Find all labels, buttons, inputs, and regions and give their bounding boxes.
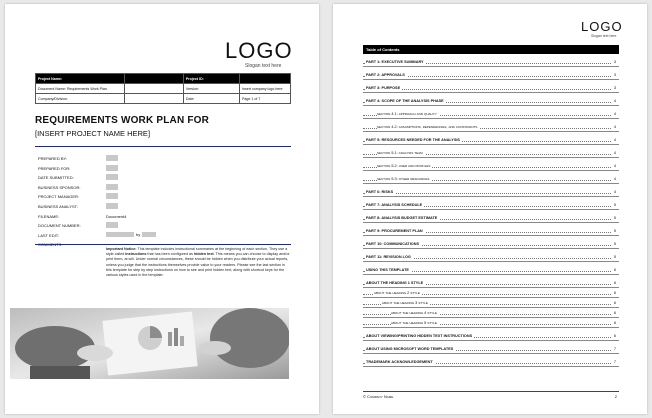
toc-entry-page: 5	[613, 229, 616, 233]
info-table-cell: Date:	[183, 94, 239, 104]
toc-entry[interactable]	[363, 262, 619, 275]
toc-entry-page: 7	[613, 347, 616, 351]
document-page-2	[333, 4, 647, 414]
toc-entry[interactable]	[363, 223, 619, 236]
notice-bold: Important Notice:	[106, 247, 137, 251]
toc-title: Table of Contents	[363, 45, 619, 54]
toc-entry-label: section 5.3: other resources	[377, 177, 430, 181]
document-title: REQUIREMENTS WORK PLAN FOR	[35, 115, 210, 126]
toc-entry-label: ABOUT THE HEADING 1 STYLE	[366, 281, 424, 285]
field-label: DATE SUBMITTED:	[38, 175, 74, 181]
document-fields	[38, 155, 288, 251]
toc-entry-page: 4	[613, 151, 616, 155]
field-row	[38, 155, 288, 165]
toc-entry-page: 6	[613, 334, 616, 338]
info-table-row	[36, 94, 291, 104]
field-row	[38, 203, 288, 213]
field-row	[38, 165, 288, 175]
toc-entry-page: 4	[613, 190, 616, 194]
toc-entry[interactable]	[363, 67, 619, 80]
info-table-cell: Document Name: Requirements Work Plan	[36, 84, 125, 94]
info-table-row	[36, 84, 291, 94]
notice-text: This template includes instructional summaries at the beginning of each section. They use a style called	[106, 247, 288, 257]
toc-entry-page: 5	[613, 255, 616, 259]
toc-entry-page: 6	[613, 311, 616, 315]
info-table-cell: Insert company logo here	[239, 84, 290, 94]
toc-entry[interactable]	[363, 145, 619, 158]
logo-text: LOGO	[581, 19, 623, 34]
info-table-cell	[239, 74, 290, 84]
field-value-placeholder[interactable]	[106, 165, 118, 171]
footer-company: © Company Name	[363, 394, 394, 399]
field-label: PREPARED BY:	[38, 156, 68, 161]
document-page-1	[5, 4, 319, 414]
toc-entry[interactable]	[363, 106, 619, 119]
info-table-cell: Project Name:	[36, 74, 125, 84]
toc-entry-label: TRADEMARK ACKNOWLEDGEMENT	[366, 360, 433, 364]
toc-entry-page: 6	[613, 268, 616, 272]
toc-entry-page: 5	[613, 203, 616, 207]
toc-entry-label: PART 9: PROCUREMENT PLAN	[366, 229, 423, 233]
toc-entry[interactable]	[363, 158, 619, 171]
toc-entry[interactable]	[363, 132, 619, 145]
toc-entry-label: PART 7: ANALYSIS SCHEDULE	[366, 203, 423, 207]
field-value-text: by	[136, 231, 141, 237]
important-notice	[106, 247, 290, 278]
toc-entry[interactable]	[363, 298, 619, 308]
field-value-placeholder[interactable]	[106, 184, 118, 190]
page-number: 2	[614, 394, 617, 399]
toc-entry[interactable]	[363, 210, 619, 223]
toc-entry-page: 4	[613, 112, 616, 116]
toc-entry-label: about the heading 5 style	[391, 321, 437, 325]
toc-entry-page: 6	[613, 301, 616, 305]
field-value-placeholder[interactable]	[106, 203, 118, 209]
toc-entry-label: PART 3: PURPOSE	[366, 86, 401, 90]
toc-entry-label: PART 11: REVISION LOG	[366, 255, 411, 259]
logo	[225, 40, 293, 69]
toc-entry-page: 4	[613, 138, 616, 142]
field-row	[38, 222, 288, 232]
project-info-table	[35, 73, 291, 104]
business-meeting-photo	[10, 308, 289, 379]
info-table-cell: Company/Division:	[36, 94, 125, 104]
toc-entry[interactable]	[363, 341, 619, 354]
field-label: LAST EDIT:	[38, 232, 59, 238]
toc-entry[interactable]	[363, 171, 619, 184]
field-label: BUSINESS ANALYST:	[38, 203, 78, 209]
toc-entry-page: 7	[613, 360, 616, 364]
toc-entry[interactable]	[363, 93, 619, 106]
toc-entry-page: 6	[613, 321, 616, 325]
toc-entry[interactable]	[363, 249, 619, 262]
info-table-cell: Version:	[183, 84, 239, 94]
toc-entry-page: 4	[613, 164, 616, 168]
toc-entry-page: 3	[613, 60, 616, 64]
toc-entry[interactable]	[363, 354, 619, 367]
info-table-cell: Page 1 of 7	[239, 94, 290, 104]
slogan: Slogan text here	[591, 34, 617, 38]
field-label: BUSINESS SPONSOR:	[38, 184, 81, 190]
table-of-contents	[363, 54, 619, 367]
field-value-placeholder[interactable]	[106, 193, 118, 199]
field-value[interactable]	[106, 232, 156, 237]
toc-entry[interactable]	[363, 308, 619, 318]
field-row	[38, 232, 288, 242]
fields-divider	[35, 244, 291, 245]
notice-text-3: . This means you can choose to display and/or print them, at will. Under normal circumstances, these should be hidden when you distribute your actual reports, unless you judge that the instructions themselves provide value to your readers. Please see the last section in this template for step by step instructions on how to see and print hidden text, along with shortcut keys for the various styles used in the template.	[106, 252, 290, 278]
toc-entry[interactable]	[363, 80, 619, 93]
field-row	[38, 174, 288, 184]
info-table-row	[36, 74, 291, 84]
toc-entry-page: 4	[613, 125, 616, 129]
toc-entry-label: USING THIS TEMPLATE	[366, 268, 409, 272]
toc-entry-label: PART 6: RISKS	[366, 190, 394, 194]
toc-entry-label: section 4.1: approach and quality	[377, 112, 437, 116]
toc-entry-label: PART 8: ANALYSIS BUDGET ESTIMATE	[366, 216, 438, 220]
toc-entry-label: about the heading 3 style	[382, 301, 428, 305]
toc-entry[interactable]	[363, 318, 619, 328]
field-value-placeholder[interactable]	[106, 155, 118, 161]
notice-bold-2: instructions	[125, 252, 147, 257]
toc-entry-label: PART 10: COMMUNICATIONS	[366, 242, 420, 246]
toc-entry-label: section 5.2: user and profiles	[377, 164, 431, 168]
toc-entry[interactable]	[363, 328, 619, 341]
field-label: FILENAME:	[38, 213, 60, 219]
toc-entry[interactable]	[363, 184, 619, 197]
toc-entry-page: 5	[613, 216, 616, 220]
toc-entry-label: ABOUT VIEWING/PRINTING HIDDEN TEXT INSTRUCTIONS	[366, 334, 473, 338]
notice-bold-3: hidden text	[193, 252, 214, 257]
field-value[interactable]: Document4	[106, 213, 127, 219]
toc-entry[interactable]	[363, 236, 619, 249]
field-label: PROJECT MANAGER:	[38, 194, 80, 200]
toc-entry-page: 6	[613, 281, 616, 285]
toc-entry-page: 5	[613, 242, 616, 246]
toc-entry-page: 4	[613, 177, 616, 181]
toc-entry-page: 3	[613, 73, 616, 77]
toc-entry[interactable]	[363, 119, 619, 132]
toc-entry-label: ABOUT USING MICROSOFT WORD TEMPLATES	[366, 347, 454, 351]
field-value-placeholder[interactable]	[106, 222, 118, 228]
field-label: DOCUMENT NUMBER:	[38, 223, 81, 229]
field-row	[38, 184, 288, 194]
toc-entry-page: 4	[613, 99, 616, 103]
toc-entry-label: section 5.1: analysis team	[377, 151, 423, 155]
toc-entry-label: PART 4: SCOPE OF THE ANALYSIS PHASE	[366, 99, 444, 103]
toc-entry[interactable]	[363, 197, 619, 210]
toc-entry-label: about the heading 2 style	[374, 291, 420, 295]
toc-entry-label: PART 1: EXECUTIVE SUMMARY	[366, 60, 424, 64]
title-divider	[35, 146, 291, 147]
toc-entry-label: section 4.2: assumptions, dependencies, and constraints	[377, 125, 478, 129]
info-table-cell: Project ID:	[183, 74, 239, 84]
toc-entry-label: about the heading 4 style	[391, 311, 437, 315]
info-table-cell	[125, 74, 184, 84]
logo-text: LOGO	[225, 38, 293, 63]
toc-entry[interactable]	[363, 275, 619, 288]
toc-entry[interactable]	[363, 54, 619, 67]
field-label: PREPARED FOR:	[38, 165, 71, 171]
toc-leader-dots	[363, 193, 611, 194]
toc-entry-label: PART 5: RESOURCES NEEDED FOR THE ANALYSIS	[366, 138, 460, 142]
info-table-cell	[125, 84, 184, 94]
footer-divider	[363, 391, 619, 392]
document-subtitle: [INSERT PROJECT NAME HERE]	[35, 129, 151, 138]
toc-entry-page: 6	[613, 291, 616, 295]
logo	[581, 20, 623, 38]
field-row	[38, 193, 288, 203]
info-table-cell	[125, 94, 184, 104]
slogan: Slogan text here	[245, 63, 282, 69]
toc-entry[interactable]	[363, 288, 619, 298]
field-row	[38, 213, 288, 223]
notice-text-2: that has been configured as	[146, 252, 194, 257]
toc-entry-label: PART 2: APPROVALS	[366, 73, 405, 77]
toc-entry-page: 3	[613, 86, 616, 90]
field-value-placeholder[interactable]	[106, 174, 118, 180]
